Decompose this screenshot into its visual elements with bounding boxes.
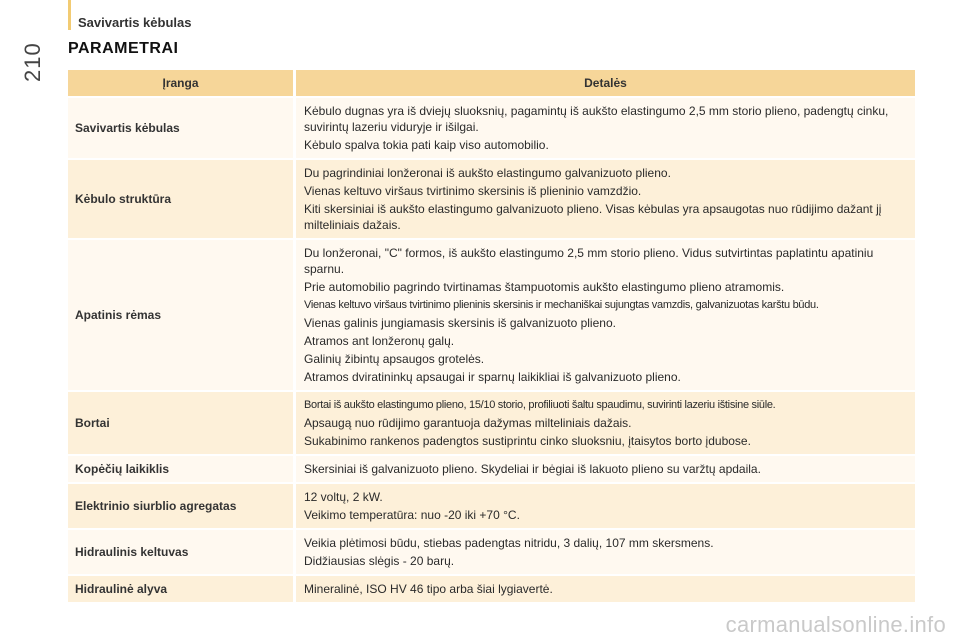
detail-line: Du lonžeronai, "C" formos, iš aukšto elastingumo 2,5 mm storio plieno. Vidus sutvirtintas paplatintu apatiniu sparnu. [304,246,874,276]
page-number: 210 [20,42,45,82]
section-title: PARAMETRAI [68,40,179,57]
table-row [68,240,915,390]
detail-line: Veikia plėtimosi būdu, stiebas padengtas nitridu, 3 dalių, 107 mm skersmens. [304,536,714,550]
details-cell [296,456,915,482]
equipment-cell: Hidraulinis keltuvas [68,530,296,574]
table-row [68,456,915,482]
detail-line: Prie automobilio pagrindo tvirtinamas štampuotomis aukšto elastingumo plieno atramomis. [304,280,785,294]
details-cell [296,98,915,158]
equipment-cell: Kopėčių laikiklis [68,456,296,482]
equipment-cell: Apatinis rėmas [68,240,296,390]
table-row [68,484,915,528]
details-cell [296,392,915,454]
details-cell [296,530,915,574]
detail-line: Didžiausias slėgis - 20 barų. [304,554,455,568]
table-row [68,160,915,238]
detail-line: Du pagrindiniai lonžeronai iš aukšto elastingumo galvanizuoto plieno. [304,166,671,180]
column-header-details: Detalės [296,70,915,96]
details-cell [296,160,915,238]
detail-line: Apsaugą nuo rūdijimo garantuoja dažymas milteliniais dažais. [304,416,632,430]
equipment-cell: Savivartis kėbulas [68,98,296,158]
table-row [68,530,915,574]
detail-line: Atramos ant lonžeronų galų. [304,334,455,348]
column-header-equipment: Įranga [68,70,296,96]
detail-line: Vienas keltuvo viršaus tvirtinimo skersinis iš plieninio vamzdžio. [304,184,642,198]
detail-line: Kėbulo spalva tokia pati kaip viso automobilio. [304,138,549,152]
equipment-cell: Bortai [68,392,296,454]
details-cell [296,484,915,528]
detail-line: Sukabinimo rankenos padengtos sustiprintu cinko sluoksniu, įtaisytos borto įdubose. [304,434,751,448]
detail-line: Veikimo temperatūra: nuo -20 iki +70 °C. [304,508,520,522]
table-header-row [68,70,915,96]
detail-line: Bortai iš aukšto elastingumo plieno, 15/10 storio, profiliuoti šaltu spaudimu, suvirinti lazeriu ištisine siūle. [304,399,776,411]
equipment-cell: Kėbulo struktūra [68,160,296,238]
detail-line: 12 voltų, 2 kW. [304,490,383,504]
detail-line: Atramos dviratininkų apsaugai ir sparnų laikikliai iš galvanizuoto plieno. [304,370,681,384]
header-accent-bar [68,0,71,30]
header-title: Savivartis kėbulas [78,15,192,30]
detail-line: Mineralinė, ISO HV 46 tipo arba šiai lygiavertė. [304,582,553,596]
detail-line: Vienas galinis jungiamasis skersinis iš galvanizuoto plieno. [304,316,616,330]
detail-line: Kiti skersiniai iš aukšto elastingumo galvanizuoto plieno. Visas kėbulas yra apsaugotas nuo rūdijimo dažant jį milteliniais dažais. [304,202,882,232]
details-cell [296,240,915,390]
detail-line: Vienas keltuvo viršaus tvirtinimo plieninis skersinis ir mechaniškai sujungtas vamzdis, galvanizuotas karštu būdu. [304,299,819,311]
table-row [68,98,915,158]
detail-line: Kėbulo dugnas yra iš dviejų sluoksnių, pagamintų iš aukšto elastingumo 2,5 mm storio plieno, padengtų cinku, suvirintų lazeriu viduryje ir išilgai. [304,104,889,134]
table-row [68,576,915,602]
equipment-cell: Elektrinio siurblio agregatas [68,484,296,528]
detail-line: Skersiniai iš galvanizuoto plieno. Skydeliai ir bėgiai iš lakuoto plieno su varžtų apdaila. [304,462,761,476]
details-cell [296,576,915,602]
parameters-table [68,68,915,604]
table-row [68,392,915,454]
equipment-cell: Hidraulinė alyva [68,576,296,602]
watermark: carmanualsonline.info [725,612,946,637]
detail-line: Galinių žibintų apsaugos grotelės. [304,352,485,366]
